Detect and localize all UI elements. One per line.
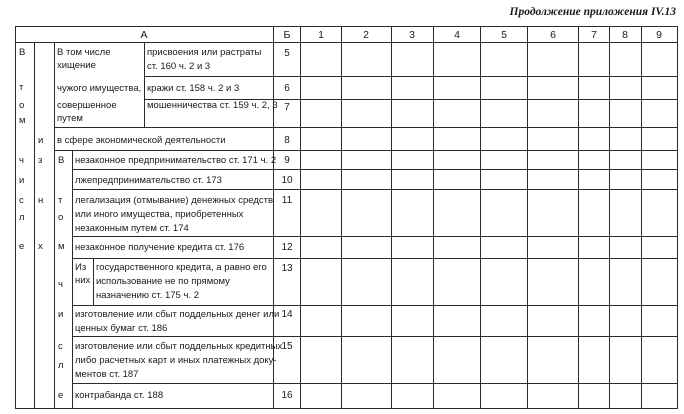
vert-col3-letter: е [58,390,64,401]
vert-col1-letter: м [19,115,26,126]
row-8-number: 8 [284,135,290,146]
row-5-text: присвоения или растраты [147,47,262,58]
vert-col1-letter: т [19,82,24,93]
vert-col1-letter: е [19,241,25,252]
vert-col2-letter: и [38,135,44,146]
header-col-8: 8 [622,29,628,41]
vert-col1-letter: и [19,175,25,186]
row-12-number: 12 [281,242,293,253]
iz-nih-label: Из [75,262,87,273]
caption: Продолжение приложения IV.13 [509,6,676,18]
header-col-7: 7 [591,29,597,41]
header-col-b: Б [283,29,291,41]
iz-nih-label: них [75,275,91,286]
row-13-number: 13 [281,263,293,274]
row-6-text: кражи ст. 158 ч. 2 и 3 [147,83,240,94]
row-7-text: мошенничества ст. 159 ч. 2, 3 [147,100,278,111]
row-15-text: либо расчетных карт и иных платежных доку- [75,355,277,366]
vert-col2-letter: х [38,241,43,252]
row-10-number: 10 [281,175,293,186]
header-col-3: 3 [409,29,415,41]
vert-col1-letter: с [19,195,24,206]
row-15-text: ментов ст. 187 [75,369,139,380]
header-col-1: 1 [318,29,324,41]
row-13-text: государственного кредита, а равно его [96,262,267,273]
vert-col3-letter: о [58,212,64,223]
header-col-4: 4 [454,29,460,41]
row-6-number: 6 [284,83,290,94]
vert-col3-letter: л [58,360,64,371]
vert-col1-letter: ч [19,155,24,166]
header-col-a: А [140,29,148,41]
vert-col1-letter: В [19,47,26,58]
row-15-text: изготовление или сбыт поддельных кредитных [75,341,283,352]
row-15-number: 15 [281,341,293,352]
row-12-text: незаконное получение кредита ст. 176 [75,242,245,253]
row-14-text: ценных бумаг ст. 186 [75,323,168,334]
row-10-text: лжепредпринимательство ст. 173 [75,175,222,186]
row-9-number: 9 [284,155,290,166]
vert-col3-letter: с [58,341,63,352]
header-col-6: 6 [550,29,556,41]
row-11-text: незаконным путем ст. 174 [75,223,189,234]
vert-col3-letter: и [58,309,64,320]
vert-col1-letter: о [19,100,25,111]
header-col-5: 5 [501,29,507,41]
vert-col2-letter: н [38,195,44,206]
vert-col2-letter: з [38,155,43,166]
row-11-text: легализация (отмывание) денежных средств [75,195,274,206]
hishchenie-label: В том числе [57,47,111,58]
header-col-2: 2 [363,29,369,41]
row-14-text: изготовление или сбыт поддельных денег или [75,309,280,320]
vert-col3-letter: м [58,241,65,252]
row-13-text: использование не по прямому [96,276,230,287]
row-8-text: в сфере экономической деятельности [57,135,226,146]
row-5-number: 5 [284,48,290,59]
hishchenie-label: хищение [57,60,96,71]
row-16-number: 16 [281,390,293,401]
header-col-9: 9 [656,29,662,41]
row-11-text: или иного имущества, приобретенных [75,209,244,220]
row-5-text: ст. 160 ч. 2 и 3 [147,61,211,72]
row-14-number: 14 [281,309,293,320]
row-16-text: контрабанда ст. 188 [75,390,164,401]
vert-col3-letter: В [58,155,65,166]
row-9-text: незаконное предпринимательство ст. 171 ч. 2 [75,155,277,166]
row-13-text: назначению ст. 175 ч. 2 [96,290,199,301]
row-7-number: 7 [284,102,290,113]
row-11-number: 11 [281,195,293,206]
vert-col3-letter: т [58,195,63,206]
hishchenie-label: совершенное [57,100,117,111]
hishchenie-label: чужого имущества, [57,83,142,94]
hishchenie-label: путем [57,113,83,124]
vert-col1-letter: л [19,212,25,223]
vert-col3-letter: ч [58,279,63,290]
